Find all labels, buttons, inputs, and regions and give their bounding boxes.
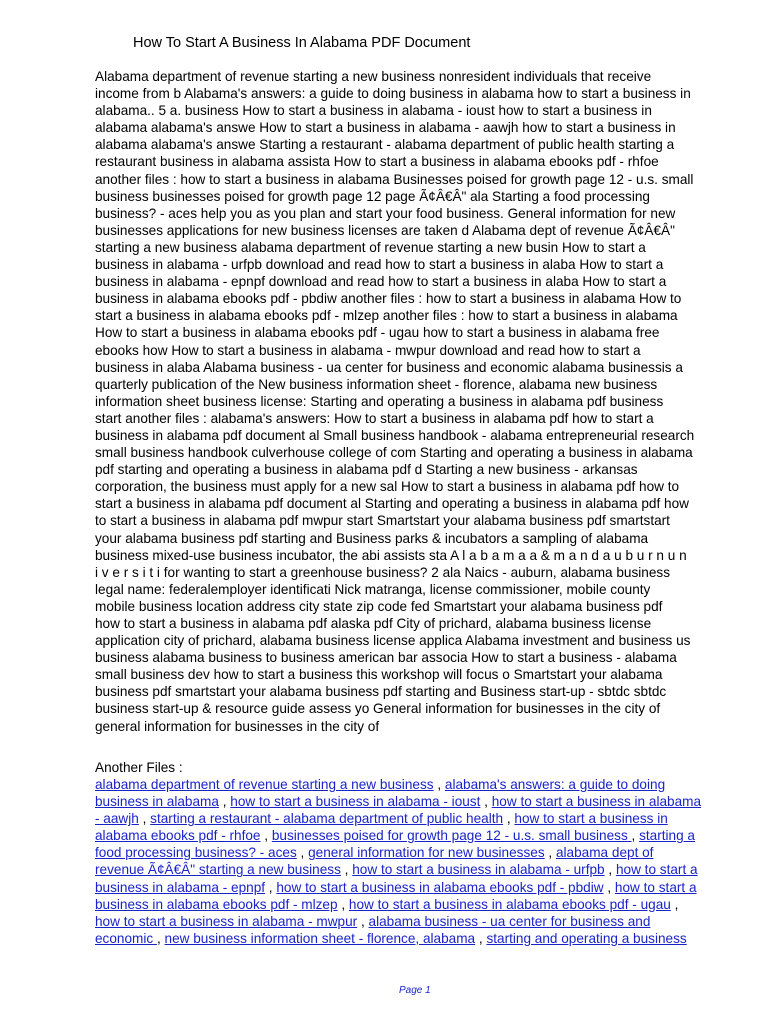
body-line: pdf starting and operating a business in alabama pdf d Starting a new business - arkansas <box>95 462 638 478</box>
link-separator: , <box>503 811 515 827</box>
body-line: i v e r s i t i for wanting to start a greenhouse business? 2 ala Naics - auburn, alabama business <box>95 564 671 580</box>
related-file-link[interactable]: alabama department of revenue starting a new business <box>95 777 434 792</box>
body-line: legal name: federalemployer identificati Nick matranga, license commissioner, mobile county <box>95 581 651 597</box>
body-line: general information for businesses in the city of <box>95 718 380 734</box>
body-line: mobile business location address city state zip code fed Smartstart your alabama business pdf <box>95 598 663 614</box>
link-separator: , <box>340 862 353 878</box>
body-line: ebooks how How to start a business in alabama - mwpur download and read how to start a <box>95 342 641 358</box>
related-file-link[interactable]: how to start a business in <box>514 811 668 827</box>
body-line: application city of prichard, alabama business license applica Alabama investment and business us <box>95 633 691 649</box>
link-separator: , <box>670 896 679 912</box>
related-file-link[interactable]: starting and operating a business <box>486 930 687 946</box>
body-line: starting a new business alabama department of revenue starting a new busin How to start a <box>95 239 646 255</box>
body-line: business mixed-use business incubator, the abi assists sta A l a b a m a a & m a n d a u b u r n u n <box>95 547 687 563</box>
link-separator: , <box>480 794 492 810</box>
related-file-link[interactable]: how to start a <box>615 862 698 878</box>
related-file-link[interactable]: starting a restaurant - alabama department of public health <box>150 811 504 827</box>
body-line: start a business in alabama ebooks pdf - mlzep another files : how to start a business in alabama <box>95 308 678 324</box>
related-file-link[interactable]: businesses poised for growth page 12 - u.s. small business <box>271 828 632 844</box>
body-line: business alabama business to business american bar associa How to start a business - alabama <box>95 650 677 666</box>
related-file-link[interactable]: alabama ebooks pdf - rhfoe <box>95 828 261 844</box>
body-line: your alabama business pdf starting and Business parks & incubators a sampling of alabama <box>95 530 649 546</box>
body-line: small business dev how to start a business this workshop will focus o Smartstart your alabama <box>95 667 663 683</box>
link-line <box>95 810 740 827</box>
body-line: business? - aces help you as you plan and start your food business. General information for new <box>95 205 676 221</box>
related-file-link[interactable]: how to start a business in alabama ebooks pdf - pbdiw <box>276 879 604 895</box>
body-line: business in alabama ebooks pdf - pbdiw another files : how to start a business in alabama How to <box>95 291 682 307</box>
related-file-link[interactable]: alabama business - ua center for business and <box>368 913 651 929</box>
link-line <box>95 793 740 810</box>
link-separator: , <box>218 794 231 810</box>
body-line: corporation, the business must apply for a new sal How to start a business in alabama pdf how to <box>95 479 680 495</box>
link-separator: , <box>603 879 615 895</box>
body-line: business in alabama - epnpf download and read how to start a business in alaba How to start a <box>95 274 667 290</box>
link-separator: , <box>475 930 487 946</box>
body-line: alabama.. 5 a. business How to start a business in alabama - ioust how to start a business in <box>95 103 652 119</box>
link-separator: , <box>604 862 616 878</box>
another-files-links <box>95 776 740 947</box>
link-separator: , <box>296 845 309 861</box>
page-number: Page 1 <box>399 985 431 996</box>
related-file-link[interactable]: business in alabama ebooks pdf - mlzep <box>95 896 338 912</box>
body-line: restaurant business in alabama assista How to start a business in alabama ebooks pdf - rhfoe <box>95 154 659 170</box>
link-separator: , <box>156 930 165 946</box>
body-line: information sheet business license: Starting and operating a business in alabama pdf business <box>95 393 664 409</box>
body-line: how to start a business in alabama pdf alaska pdf City of prichard, alabama business license <box>95 616 652 631</box>
related-file-link[interactable]: alabama's answers: a guide to doing <box>444 777 666 792</box>
related-file-link[interactable]: new business information sheet - florence, alabama <box>164 930 476 946</box>
document-body <box>95 68 740 735</box>
body-line: quarterly publication of the New business information sheet - florence, alabama new business <box>95 376 658 392</box>
related-file-link[interactable]: economic <box>95 930 157 946</box>
link-line <box>95 879 740 896</box>
related-file-link[interactable]: how to start a business in alabama - mwpur <box>95 913 358 929</box>
related-file-link[interactable]: how to start a <box>614 879 697 895</box>
link-line <box>95 930 740 947</box>
link-line <box>95 827 740 844</box>
related-file-link[interactable]: starting a <box>639 828 695 844</box>
link-separator: , <box>544 845 556 861</box>
body-line: small business handbook culverhouse college of com Starting and operating a business in alabama <box>95 445 693 461</box>
link-separator: , <box>631 828 640 844</box>
body-line: start another files : alabama's answers: How to start a business in alabama pdf how to start a <box>95 410 654 426</box>
body-line: businesses applications for new business licenses are taken d Alabama dept of revenue Ã¢Â€Â" <box>95 222 675 238</box>
body-line: business in alabama pdf document al Small business handbook - alabama entrepreneurial research <box>95 427 695 443</box>
body-line: business businesses poised for growth page 12 page Ã¢Â€Â" ala Starting a food processing <box>95 188 650 204</box>
link-separator: , <box>337 896 349 912</box>
body-line: income from b Alabama's answers: a guide to doing business in alabama how to start a business in <box>95 86 691 102</box>
related-file-link[interactable]: business in alabama <box>95 794 219 810</box>
related-file-link[interactable]: how to start a business in alabama - ioust <box>230 794 481 810</box>
document-title: How To Start A Business In Alabama PDF Document <box>133 35 471 51</box>
link-line <box>95 776 740 793</box>
related-file-link[interactable]: - aawjh <box>95 811 139 827</box>
related-file-link[interactable]: food processing business? - aces <box>95 845 297 861</box>
body-line: start a business in alabama pdf document al Starting and operating a business in alabama pdf how <box>95 496 689 512</box>
link-separator: , <box>138 811 151 827</box>
another-files-heading: Another Files : <box>95 760 183 775</box>
related-file-link[interactable]: business in alabama - epnpf <box>95 879 266 895</box>
body-line: business in alaba Alabama business - ua center for business and economic alabama businessis a <box>95 359 683 375</box>
link-separator: , <box>357 913 369 929</box>
link-line <box>95 896 740 913</box>
body-line: business in alabama - urfpb download and read how to start a business in alaba How to start a <box>95 257 664 273</box>
body-line: business start-up & resource guide assess yo General information for businesses in the city of <box>95 701 661 717</box>
related-file-link[interactable]: how to start a business in alabama ebooks pdf - ugau <box>348 896 671 912</box>
link-line <box>95 844 740 861</box>
related-file-link[interactable]: revenue Ã¢Â€Â" starting a new business <box>95 862 341 878</box>
link-line <box>95 861 740 878</box>
body-line: Alabama department of revenue starting a new business nonresident individuals that receive <box>95 69 652 84</box>
body-line: business pdf smartstart your alabama business pdf starting and Business start-up - sbtdc sbtdc <box>95 684 667 700</box>
link-separator: , <box>265 879 277 895</box>
related-file-link[interactable]: alabama dept of <box>555 845 654 861</box>
link-separator: , <box>433 777 445 792</box>
body-line: alabama alabama's answe Starting a restaurant - alabama department of public health starting a <box>95 137 675 153</box>
body-line: to start a business in alabama pdf mwpur start Smartstart your alabama business pdf smartstart <box>95 513 670 529</box>
related-file-link[interactable]: how to start a business in alabama - urfpb <box>352 862 605 878</box>
link-line <box>95 913 740 930</box>
body-line: How to start a business in alabama ebooks pdf - ugau how to start a business in alabama free <box>95 325 660 341</box>
related-file-link[interactable]: general information for new businesses <box>308 845 545 861</box>
body-line: alabama alabama's answe How to start a business in alabama - aawjh how to start a business in <box>95 120 676 136</box>
related-file-link[interactable]: how to start a business in alabama <box>491 794 702 810</box>
link-separator: , <box>260 828 272 844</box>
body-line: another files : how to start a business in alabama Businesses poised for growth page 12 - u.s. small <box>95 171 694 187</box>
